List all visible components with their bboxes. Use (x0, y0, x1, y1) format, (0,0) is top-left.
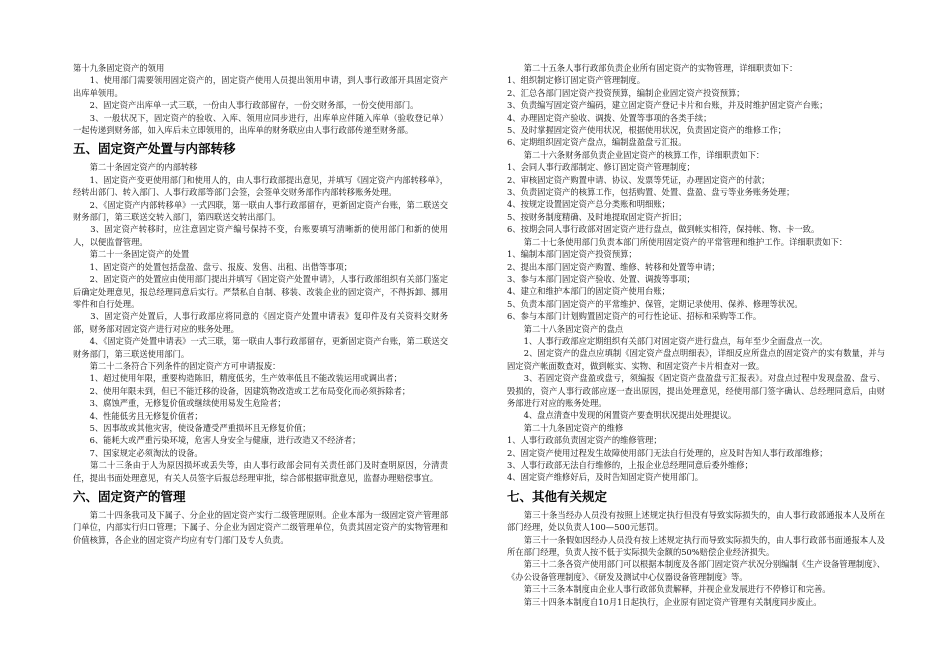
paragraph: 1、会同人事行政部制定、修订固定资产管理制度； (507, 162, 695, 173)
paragraph: 第三十四条本制度自10月1日起执行，企业原有固定资产管理有关制度同步废止。 (507, 596, 822, 607)
paragraph: 1、使用部门需要领用固定资产的，固定资产使用人员提出领用申请，到人事行政部开具固定资产出库单领用。 (73, 75, 448, 98)
paragraph: 第三十三条本制度由企业人事行政部负责解释，并视企业发展进行不停修订和完善。 (507, 584, 831, 595)
paragraph: 2、提出本部门固定资产购置、维修、转移和处置等申请； (507, 261, 720, 272)
paragraph: 5、及时掌握固定资产使用状况，根据使用状况，负责固定资产的维修工作； (507, 125, 787, 136)
paragraph: 2、固定资产的盘点应填制《固定资产盘点明细表》，详细反应所盘点的固定资产的实有数量，并与固定资产帐面数查对，做到帐实、实物、和固定资产卡片相查对一致。 (507, 348, 885, 371)
paragraph: 第二十七条使用部门负责本部门所使用固定资产的平常管理和维护工作。详细职责如下： (507, 236, 848, 247)
paragraph: 第二十五条人事行政部负责企业所有固定资产的实物管理，详细职责如下： (507, 63, 798, 73)
paragraph: 第二十九条固定资产的维修 (507, 422, 624, 433)
paragraph: 第二十一条固定资产的处置 (73, 249, 190, 260)
paragraph: 3、固定资产转移时，应注意固定资产编号保持不变，台账要填写清晰新的使用部门和新的使用人，以便监督管理。 (73, 224, 448, 247)
section-heading: 七、其他有关规定 (507, 488, 608, 504)
paragraph: 2、汇总各部门固定资产投资预算，编制企业固定资产投资预算； (507, 87, 745, 98)
paragraph: 第二十条固定资产的内部转移 (73, 162, 198, 173)
paragraph: 3、参与本部门固定资产验收、处置、调拨等事项； (507, 273, 695, 284)
paragraph: 4、固定资产维修好后，及时告知固定资产使用部门。 (507, 472, 704, 483)
paragraph: 1、固定资产变更使用部门和使用人的，由人事行政部提出意见，并填写《固定资产内部转移单》，经转出部门、转入部门、人事行政部等部门会签，会签单交财务部作内部转移账务处理。 (73, 174, 448, 198)
paragraph: 3、负责编写固定资产编码，建立固定资产登记卡片和台账，并及时维护固定资产台账； (507, 100, 828, 111)
paragraph: 1、超过使用年限，重要构造陈旧，精度低劣，生产效率低且不能改装运用或调出者； (73, 373, 402, 384)
paragraph: 1、人事行政部负责固定资产的维修管理； (507, 435, 662, 446)
paragraph: 1、编制本部门固定资产投资预算； (507, 249, 637, 260)
paragraph: 第三十二条各资产使用部门可以根据本制度及各部门固定资产状况分别编制《生产设备管理制度》、《办公设备管理制度》、《研发及测试中心仪器设备管理制度》等。 (507, 559, 885, 582)
paragraph: 第二十八条固定资产的盘点 (507, 323, 624, 334)
paragraph: 3、负责固定资产的核算工作，包括购置、处置、盘盈、盘亏等业务账务处理； (507, 187, 795, 198)
paragraph: 5、负责本部门固定资产的平常维护、保管，定期记录使用、保养、修理等状况。 (507, 298, 803, 309)
paragraph: 第十九条固定资产的领用 (73, 63, 165, 73)
paragraph: 第二十三条由于人为原因损坏或丢失等，由人事行政部会同有关责任部门及时查明原因，分清责任，提出书面处理意见，有关人员签字后报总经理审批，综合部根据审批意见，监督办理赔偿事宜。 (73, 460, 448, 483)
paragraph: 1、固定资产的处置包括盘盈、盘亏、报废、发售、出租、出借等事项； (73, 261, 353, 272)
section-heading: 六、固定资产的管理 (73, 489, 186, 504)
paragraph: 6、定期组织固定资产盘点，编制盘盈盘亏汇报。 (507, 137, 687, 148)
paragraph: 4、性能低劣且无修复价值者； (73, 410, 203, 421)
paragraph: 3、若固定资产盘盈或盘亏，须编报《固定资产盘盈盘亏汇报表》。对盘点过程中发现盘盈、盘亏、毁损的，资产人事行政部应逐一查出原因，提出处理意见，经使用部门签字确认、总经理同意后，由财务部进行对应的账务处理。 (507, 373, 885, 408)
paragraph: 1、组织制定修订固定资产管理制度。 (507, 75, 646, 86)
paragraph: 4、盘点清查中发现的闲置资产要查明状况提出处理提议。 (507, 410, 737, 421)
paragraph: 第二十六条财务部负责企业固定资产的核算工作，详细职责如下： (507, 149, 765, 160)
paragraph: 第二十四条我司及下属子、分企业的固定资产实行二级管理原则。企业本部为一级固定资产管理部门单位，内部实行归口管理；下属子、分企业为固定资产二级管理单位，负责其固定资产的实物管理和价值核算，各企业的固定资产均应有专门部门及专人负责。 (73, 510, 448, 545)
paragraph: 2、使用年限未到，但已不能迁移的设备，因建筑物改造或工艺布局变化而必须拆除者； (73, 385, 411, 396)
paragraph: 第二十二条符合下列条件的固定资产方可申请报废： (73, 360, 281, 371)
paragraph: 5、因事故或其他灾害，使设备遭受严重损坏且无修复价值； (73, 422, 311, 433)
paragraph: 3、腐蚀严重，无修复价值或继续使用易发生危险者； (73, 398, 286, 409)
paragraph: 1、人事行政部应定期组织有关部门对固定资产进行盘点，每年至少全面盘点一次。 (507, 335, 828, 346)
paragraph: 3、人事行政部无法自行维修的，上报企业总经理同意后委外维修； (507, 460, 753, 470)
paragraph: 2、固定资产的处置应由使用部门提出并填写《固定资产处置申请》，人事行政部组织有关部门鉴定后确定处理意见，报总经理同意后实行。严禁私自自制、移装、改装企业的固定资产，不得拆卸、挪用零件和自行处理。 (73, 274, 448, 309)
paragraph: 7、国家规定必须淘汰的设备。 (73, 447, 203, 458)
paragraph: 2、固定资产出库单一式三联，一份由人事行政部留存，一份交财务部，一份交使用部门。 (73, 100, 419, 111)
paragraph: 4、按规定设置固定资产总分类账和明细账； (507, 199, 670, 210)
right-column (507, 62, 885, 608)
paragraph: 4、办理固定资产验收、调拨、处置等事项的各类手续； (507, 112, 712, 123)
paragraph: 6、按期会同人事行政部对固定资产进行盘点，做到帐实相符，保持帐、物、卡一致。 (507, 224, 820, 235)
paragraph: 5、按财务制度精确、及时地提取固定资产折旧； (507, 211, 687, 222)
paragraph: 4、建立和维护本部门的固定资产使用台账； (507, 286, 670, 297)
paragraph: 6、参与本部门计划购置固定资产的可行性论证、招标和采购等工作。 (507, 311, 762, 322)
paragraph: 第三十一条假如因经办人员没有按上述规定执行而导致实际损失的，由人事行政部书面通报本人及所在部门经理，负责人按不低于实际损失金额的50%赔偿企业经济损失。 (507, 534, 885, 558)
paragraph: 第三十条当经办人员没有按照上述规定执行但没有导致实际损失的，由人事行政部通报本人及所在部门经理，处以负责人100—500元惩罚。 (507, 509, 885, 533)
paragraph: 2、《固定资产内部转移单》一式四联，第一联由人事行政部留存，更新固定资产台账，第二联送交财务部门，第三联送交转入部门，第四联送交转出部门。 (73, 199, 448, 223)
section-heading: 五、固定资产处置与内部转移 (73, 141, 236, 157)
paragraph: 6、能耗大或严重污染环境，危害人身安全与健康，进行改造又不经济者； (73, 435, 361, 446)
paragraph: 3、固定资产处置后，人事行政部应将同意的《固定资产处置申请表》复印件及有关资料交财务部，财务部对固定资产进行对应的账务处理。 (73, 311, 448, 334)
paragraph: 2、审核固定资产购置申请、协议、发票等凭证，办理固定资产的付款； (507, 174, 770, 185)
paragraph: 3、一般状况下，固定资产的验收、入库、领用应同步进行，出库单应伴随入库单（验收登记单）一起传递到财务部，如入库后未立即领用的，出库单的财务联应由人事行政部传递至财务部。 (73, 112, 448, 136)
paragraph: 4、《固定资产处置申请表》一式三联，第一联由人事行政部留存，更新固定资产台账，第二联送交财务部门，第三联送使用部门。 (73, 336, 448, 359)
paragraph: 2、固定资产使用过程发生故障使用部门无法自行处理的，应及时告知人事行政部维修； (507, 447, 828, 458)
left-column (73, 62, 448, 546)
